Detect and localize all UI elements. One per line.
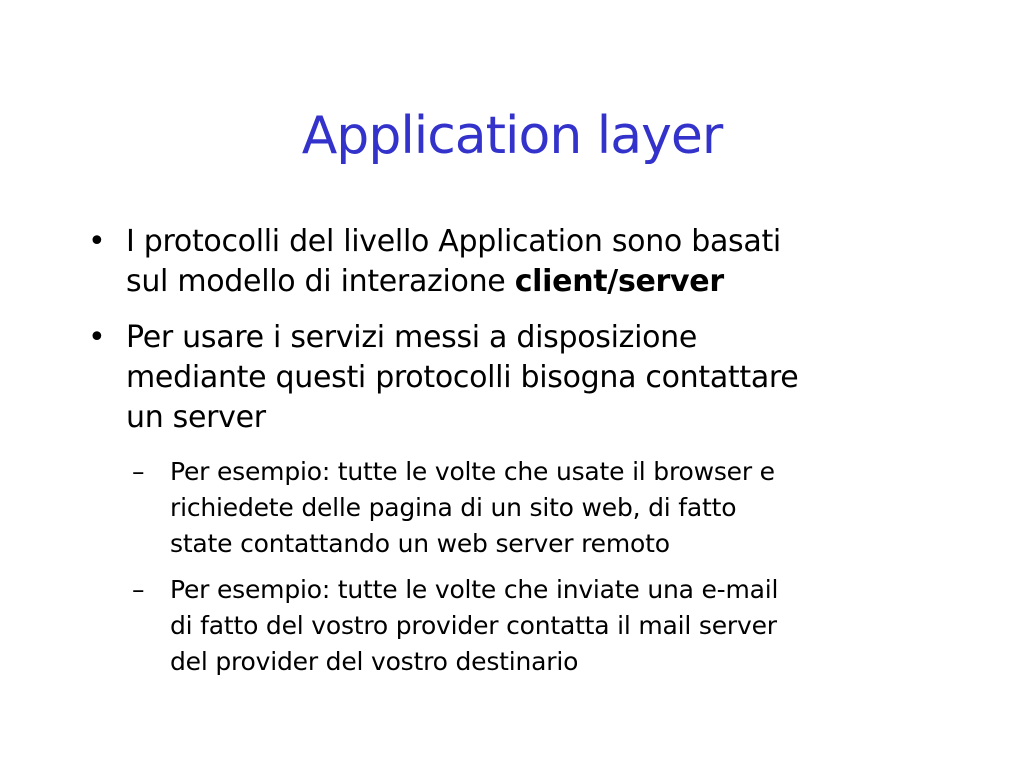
sub-bullet-line: di fatto del vostro provider contatta il mail server [170, 611, 777, 640]
bullet-line [126, 262, 938, 302]
sub-bullet-text [170, 572, 932, 680]
sub-bullet-marker: – [132, 457, 145, 486]
bold-term: client/server [514, 264, 724, 299]
bullet-marker: • [88, 224, 106, 259]
bullet-line: un server [126, 400, 266, 435]
slide-title: Application layer [301, 106, 723, 166]
sub-bullet-line: state contattando un web server remoto [170, 529, 670, 558]
bullet-item [88, 318, 938, 438]
bullet-line: I protocolli del livello Application sono basati [126, 224, 781, 259]
bullet-text [126, 318, 938, 438]
sub-bullet-item [132, 454, 932, 562]
sub-bullet-line: Per esempio: tutte le volte che inviate una e-mail [170, 575, 779, 604]
bullet-line-text: sul modello di interazione [126, 264, 515, 299]
bullet-line: Per usare i servizi messi a disposizione [126, 320, 698, 355]
sub-bullet-text [170, 454, 932, 562]
bullet-marker: • [88, 320, 106, 355]
sub-bullet-line: Per esempio: tutte le volte che usate il browser e [170, 457, 775, 486]
sub-bullet-line: richiedete delle pagina di un sito web, di fatto [170, 493, 737, 522]
bullet-text [126, 222, 938, 302]
sub-bullet-item [132, 572, 932, 680]
sub-bullet-marker: – [132, 575, 145, 604]
sub-bullet-line: del provider del vostro destinario [170, 647, 579, 676]
bullet-line: mediante questi protocolli bisogna contattare [126, 360, 799, 395]
bullet-item [88, 222, 938, 302]
